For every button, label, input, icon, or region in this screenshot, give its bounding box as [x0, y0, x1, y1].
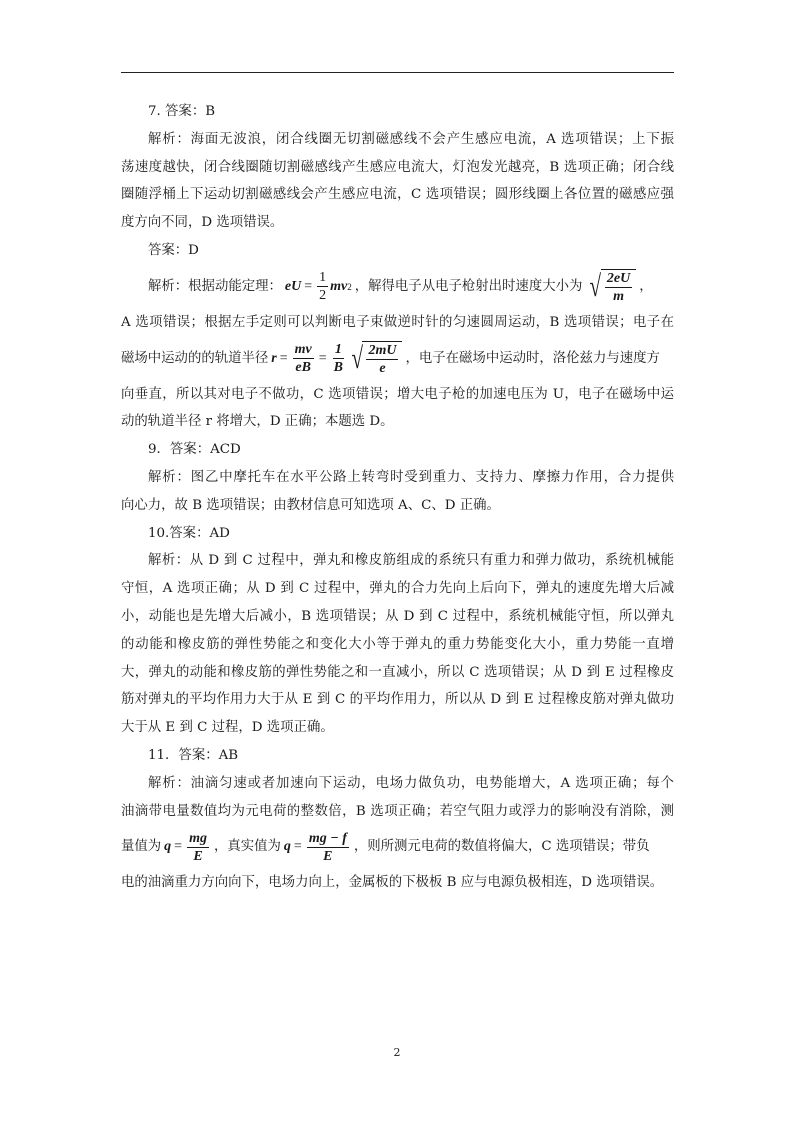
q11-answer: 11．答案：AB — [148, 747, 239, 763]
q8-eq2-pre: 磁场中运动的的轨道半径 — [121, 350, 269, 366]
q10-line-5: 大，弹丸的动能和橡皮筋的弹性势能之和一直减小，所以 C 选项错误；从 D 到 E 过程橡皮 — [121, 664, 674, 680]
velocity-expression: √ $\frac{2eU}{m}$ — [585, 269, 636, 305]
q8-answer: 答案：D — [148, 242, 199, 258]
sqrt-symbol: √ — [589, 269, 602, 303]
true-charge-equation: q = $\frac{mg - f}{E}$ — [283, 830, 347, 864]
q10-answer: 10.答案：AD — [148, 525, 230, 541]
q10-line-7: 大于从 E 到 C 过程，D 选项正确。 — [121, 720, 334, 736]
q10-line-3: 小，动能也是先增大后减小，B 选项错误；从 D 到 C 过程中，系统机械能守恒，所以弹丸 — [121, 608, 674, 624]
q8-eq2-post: ，电子在磁场中运动时，洛伦兹力与速度方 — [405, 350, 660, 366]
q8-line-5: 动的轨道半径 r 将增大，D 正确；本题选 D。 — [121, 414, 394, 430]
q8-eq1-mid: ，解得电子从电子枪射出时速度大小为 — [354, 278, 583, 294]
q11-line-2: 油滴带电量数值均为元电荷的整数倍，B 选项正确；若空气阻力或浮力的影响没有消除，测 — [121, 803, 674, 819]
q9-answer: 9．答案：ACD — [148, 442, 241, 458]
sqrt-symbol: √ — [351, 341, 364, 375]
q8-equation-line-1: 解析：根据动能定理： eU = $\frac{1}{2}$ mv 2 ，解得电子从电子枪射出时速度大小为 √ $\frac{2eU}{m}$ ， — [121, 265, 674, 309]
q7-line-2: 荡速度越快，闭合线圈随切割磁感线产生感应电流大，灯泡发光越亮，B 选项正确；闭合线 — [121, 159, 674, 175]
answer-content — [121, 98, 674, 897]
q8-equation-line-2 — [121, 337, 674, 381]
measured-charge-equation: q = $\frac{mg}{E}$ — [164, 830, 207, 864]
q10-line-6: 筋对弹丸的平均作用力大于从 E 到 C 的平均作用力，所以从 D 到 E 过程橡皮筋对弹丸做功 — [121, 692, 674, 708]
q7-answer: 7. 答案：B — [148, 104, 216, 119]
q10-line-2: 守恒，A 选项正确；从 D 到 C 过程中，弹丸的合力先向上后向下，弹丸的速度先增大后减 — [121, 581, 674, 597]
header-rule — [121, 72, 674, 73]
q11-line-4: 电的油滴重力方向向下，电场力向上，金属板的下极板 B 应与电源负极相连，D 选项错误。 — [121, 875, 664, 891]
q7-line-3: 圈随浮桶上下运动切割磁感线会产生感应电流，C 选项错误；圆形线圈上各位置的磁感应强 — [121, 187, 674, 203]
orbit-radius-equation: r = $\frac{mv}{eB}$ = $\frac{1}{B}$ √ $\frac{2mU}{e}$ — [271, 337, 402, 381]
q8-eq1-pre: 解析：根据动能定理： — [148, 278, 282, 294]
kinetic-energy-equation: eU = $\frac{1}{2}$ mv 2 — [284, 270, 352, 304]
q8-line-2: A 选项错误；根据左手定则可以判断电子束做逆时针的匀速圆周运动，B 选项错误；电子在 — [121, 314, 674, 330]
q7-line-1: 解析：海面无波浪，闭合线圈无切割磁感线不会产生感应电流，A 选项错误；上下振 — [148, 131, 674, 147]
q8-line-4: 向垂直，所以其对电子不做功，C 选项错误；增大电子枪的加速电压为 U，电子在磁场中运 — [121, 386, 674, 402]
q9-line-2: 向心力，故 B 选项错误；由教材信息可知选项 A、C、D 正确。 — [121, 497, 500, 513]
q9-line-1: 解析：图乙中摩托车在水平公路上转弯时受到重力、支持力、摩擦力作用，合力提供 — [148, 469, 674, 485]
q10-line-1: 解析：从 D 到 C 过程中，弹丸和橡皮筋组成的系统只有重力和弹力做功，系统机械能 — [148, 553, 674, 569]
q11-equation-line: 量值为 q = $\frac{mg}{E}$ ，真实值为 q = $\frac{mg - f}{E}$ ，则所测元电荷的数值将偏大，C 选项错误；带负 — [121, 825, 674, 869]
page-number: 2 — [393, 1046, 401, 1059]
q7-line-4: 度方向不同，D 选项错误。 — [121, 215, 284, 231]
q11-line-1: 解析：油滴匀速或者加速向下运动，电场力做负功，电势能增大，A 选项正确；每个 — [148, 775, 674, 791]
q10-line-4: 的动能和橡皮筋的弹性势能之和变化大小等于弹丸的重力势能变化大小，重力势能一直增 — [121, 636, 674, 652]
